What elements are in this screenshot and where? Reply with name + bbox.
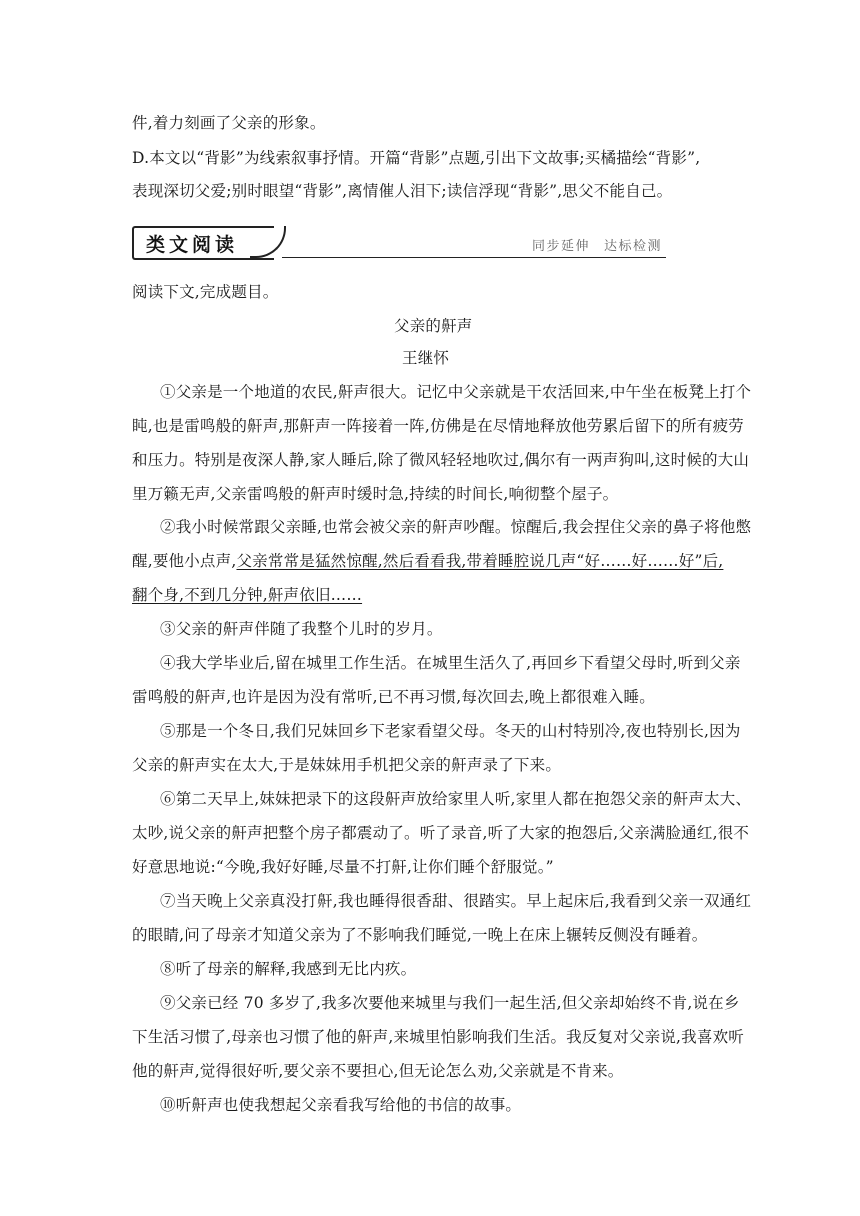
banner-tab-curve bbox=[250, 226, 286, 258]
paragraph-6-line-2: 太吵,说父亲的鼾声把整个房子都震动了。听了录音,听了大家的抱怨后,父亲满脸通红,很不 bbox=[132, 824, 750, 842]
paragraph-3: ③父亲的鼾声伴随了我整个儿时的岁月。 bbox=[160, 620, 443, 638]
paragraph-5-line-2: 父亲的鼾声实在太大,于是妹妹用手机把父亲的鼾声录了下来。 bbox=[132, 756, 562, 774]
paragraph-8: ⑧听了母亲的解释,我感到无比内疚。 bbox=[160, 960, 417, 978]
banner-divider bbox=[282, 257, 666, 258]
option-d-line-1: D.本文以“背影”为线索叙事抒情。开篇“背影”点题,引出下文故事;买橘描绘“背影”, bbox=[132, 149, 701, 167]
option-c-tail: 件,着力刻画了父亲的形象。 bbox=[132, 114, 326, 132]
section-title: 类文阅读 bbox=[146, 234, 239, 256]
paragraph-7-line-2: 的眼睛,问了母亲才知道父亲为了不影响我们睡觉,一晚上在床上辗转反侧没有睡着。 bbox=[132, 926, 708, 944]
paragraph-7-line-1: ⑦当天晚上父亲真没打鼾,我也睡得很香甜、很踏实。早上起床后,我看到父亲一双通红 bbox=[160, 892, 752, 910]
paragraph-6-line-1: ⑥第二天早上,妹妹把录下的这段鼾声放给家里人听,家里人都在抱怨父亲的鼾声太大、 bbox=[160, 790, 752, 808]
paragraph-9-line-3: 他的鼾声,觉得很好听,要父亲不要担心,但无论怎么劝,父亲就是不肯来。 bbox=[132, 1062, 624, 1080]
paragraph-2-line-2 bbox=[132, 551, 723, 571]
paragraph-1-line-4: 里万籁无声,父亲雷鸣般的鼾声时缓时急,持续的时间长,响彻整个屋子。 bbox=[132, 485, 619, 503]
article-title: 父亲的鼾声 bbox=[394, 317, 473, 335]
paragraph-1-line-2: 盹,也是雷鸣般的鼾声,那鼾声一阵接着一阵,仿佛是在尽情地释放他劳累后留下的所有疲劳 bbox=[132, 417, 744, 435]
section-banner bbox=[132, 224, 666, 260]
reading-instruction: 阅读下文,完成题目。 bbox=[132, 283, 279, 301]
article-author: 王继怀 bbox=[402, 349, 450, 367]
section-subtitle-2: 达标检测 bbox=[603, 239, 662, 254]
paragraph-1-line-1: ①父亲是一个地道的农民,鼾声很大。记忆中父亲就是干农活回来,中午坐在板凳上打个 bbox=[160, 383, 752, 401]
paragraph-6-line-3: 好意思地说:“今晚,我好好睡,尽量不打鼾,让你们睡个舒服觉。” bbox=[132, 858, 554, 876]
paragraph-2-line-3: 翻个身,不到几分钟,鼾声依旧…… bbox=[132, 586, 363, 604]
paragraph-2-line-1: ②我小时候常跟父亲睡,也常会被父亲的鼾声吵醒。惊醒后,我会捏住父亲的鼻子将他憋 bbox=[160, 518, 752, 536]
option-d-line-2: 表现深切父爱;别时眼望“背影”,离情催人泪下;读信浮现“背影”,思父不能自己。 bbox=[132, 182, 673, 200]
paragraph-1-line-3: 和压力。特别是夜深人静,家人睡后,除了微风轻轻地吹过,偶尔有一两声狗叫,这时候的大山 bbox=[132, 451, 750, 469]
paragraph-2-underlined-text: 父亲常常是猛然惊醒,然后看看我,带着睡腔说几声“好……好……好”后, bbox=[236, 552, 724, 570]
paragraph-2-plain-text: 醒,要他小点声, bbox=[132, 552, 237, 570]
paragraph-9-line-2: 下生活习惯了,母亲也习惯了他的鼾声,来城里怕影响我们生活。我反复对父亲说,我喜欢听 bbox=[132, 1028, 744, 1046]
paragraph-4-line-2: 雷鸣般的鼾声,也许是因为没有常听,已不再习惯,每次回去,晚上都很难入睡。 bbox=[132, 688, 655, 706]
paragraph-4-line-1: ④我大学毕业后,留在城里工作生活。在城里生活久了,再回乡下看望父母时,听到父亲 bbox=[160, 654, 741, 672]
paragraph-10: ⑩听鼾声也使我想起父亲看我写给他的书信的故事。 bbox=[160, 1096, 522, 1114]
section-subtitle-1: 同步延伸 bbox=[531, 239, 590, 254]
section-subtitle bbox=[532, 235, 662, 254]
paragraph-9-line-1: ⑨父亲已经 70 多岁了,我多次要他来城里与我们一起生活,但父亲却始终不肯,说在乡 bbox=[160, 994, 740, 1012]
paragraph-5-line-1: ⑤那是一个冬日,我们兄妹回乡下老家看望父母。冬天的山村特别冷,夜也特别长,因为 bbox=[160, 722, 741, 740]
